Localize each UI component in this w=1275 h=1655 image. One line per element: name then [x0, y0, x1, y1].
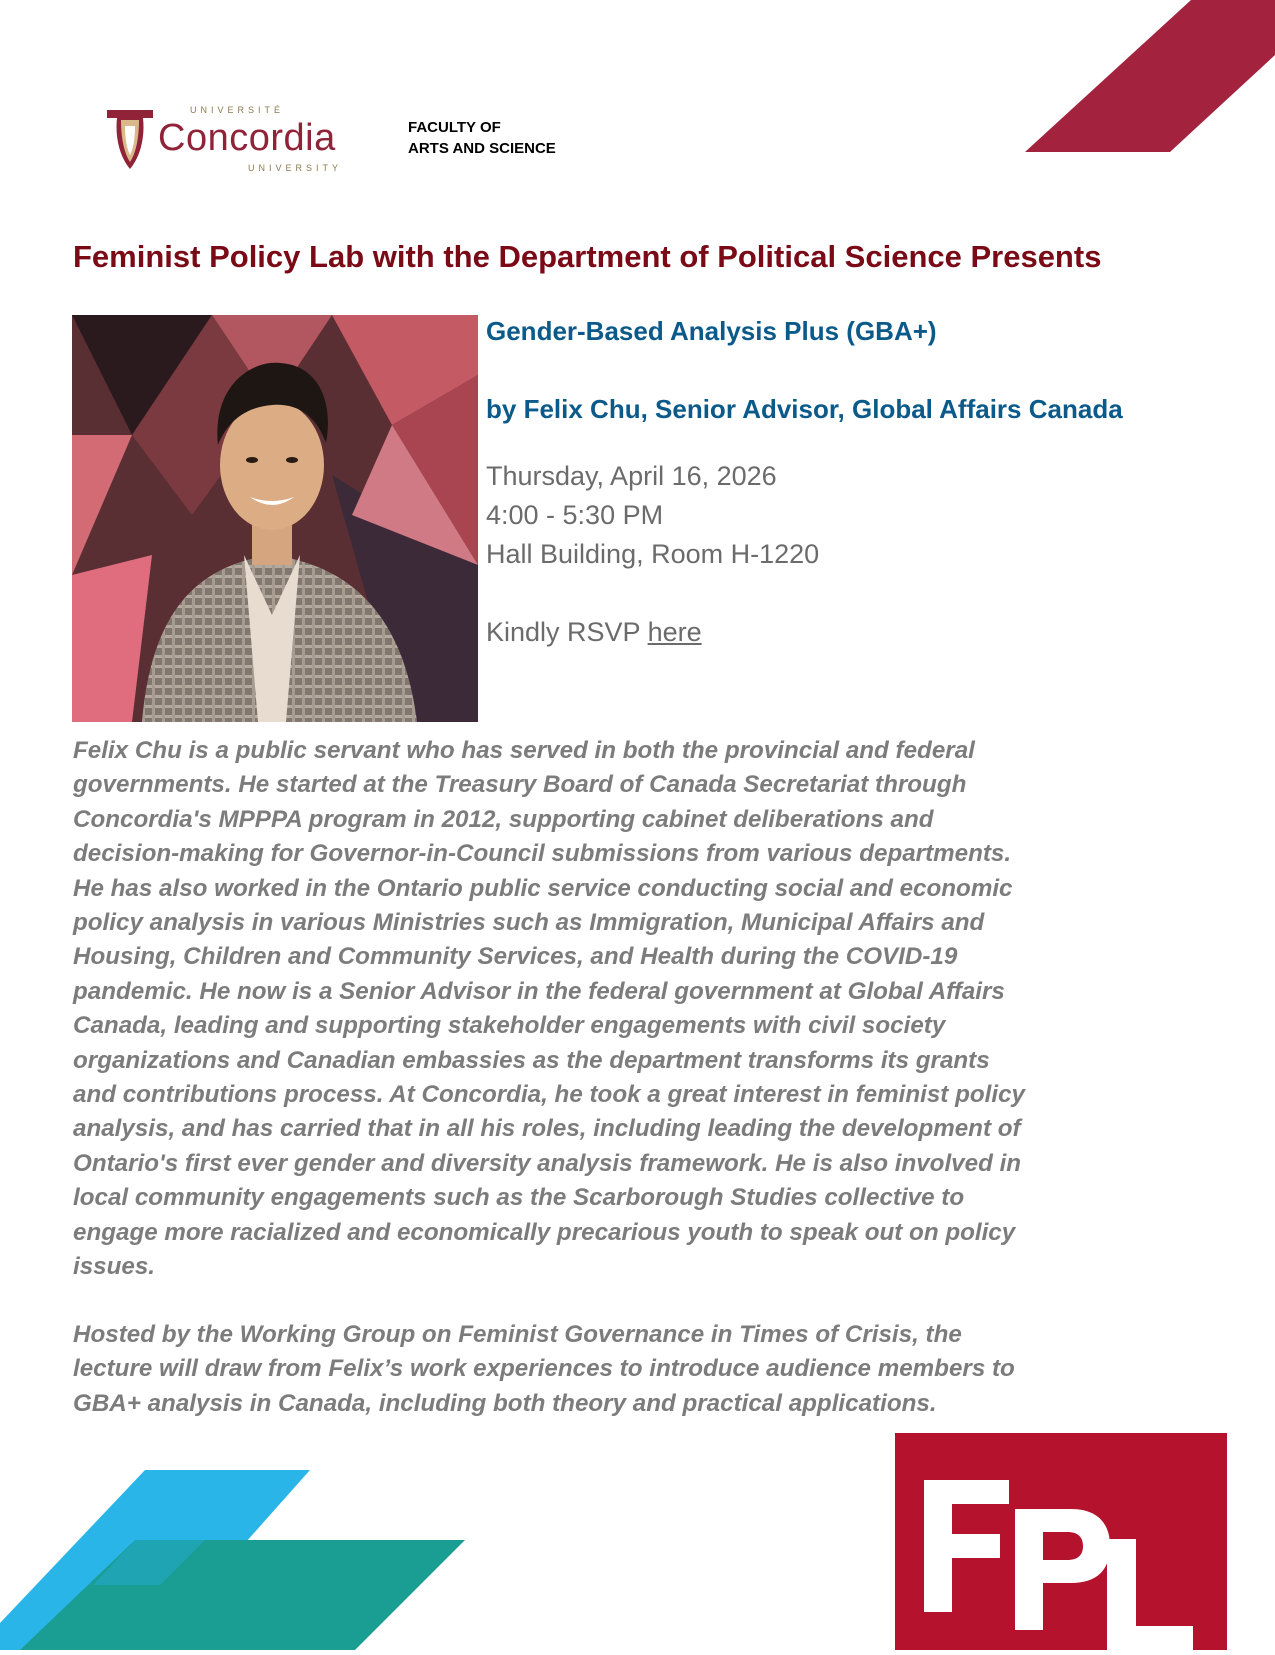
event-speaker: by Felix Chu, Senior Advisor, Global Affairs Canada	[486, 394, 1123, 424]
hosted-line: GBA+ analysis in Canada, including both theory and practical applications.	[73, 1389, 937, 1417]
event-location: Hall Building, Room H-1220	[486, 539, 820, 569]
bio-line: issues.	[73, 1253, 156, 1281]
hosted-line: Hosted by the Working Group on Feminist Governance in Times of Crisis, the	[73, 1321, 962, 1348]
bio-line: and contributions process. At Concordia, he took a great interest in feminist policy	[73, 1081, 1025, 1109]
event-time: 4:00 - 5:30 PM	[486, 500, 664, 530]
bio-line: decision-making for Governor-in-Council submissions from various departments.	[73, 840, 1012, 868]
concordia-logo	[105, 104, 375, 176]
hosted-paragraph	[73, 1318, 1223, 1421]
faculty-line-1: FACULTY OF	[408, 119, 501, 136]
bio-line: analysis, and has carried that in all his roles, including leading the development of	[73, 1115, 1021, 1143]
bio-line: policy analysis in various Ministries such as Immigration, Municipal Affairs and	[73, 909, 985, 937]
page-title: Feminist Policy Lab with the Department of Political Science Presents	[73, 239, 1102, 274]
speaker-photo	[72, 315, 478, 722]
faculty-label	[408, 117, 556, 159]
bio-line: organizations and Canadian embassies as the department transforms its grants	[73, 1046, 990, 1074]
logo-universite-text: UNIVERSITÉ	[190, 105, 285, 115]
fpl-logo	[895, 1420, 1227, 1650]
bio-line: Canada, leading and supporting stakeholder engagements with civil society	[73, 1012, 946, 1040]
bio-line: He has also worked in the Ontario public service conducting social and economic	[73, 874, 1013, 902]
rsvp-prefix: Kindly RSVP	[486, 617, 648, 647]
rsvp-link[interactable]: here	[647, 617, 702, 647]
bottom-left-decoration	[0, 1465, 470, 1650]
fpl-text: FPL	[895, 1420, 925, 1437]
speaker-bio	[73, 734, 1223, 1285]
hosted-line: lecture will draw from Felix’s work experiences to introduce audience members to	[73, 1355, 1015, 1383]
bio-line: Concordia's MPPPA program in 2012, supporting cabinet deliberations and	[73, 805, 934, 833]
bio-line: pandemic. He now is a Senior Advisor in the federal government at Global Affairs	[73, 977, 1005, 1005]
bio-line: governments. He started at the Treasury Board of Canada Secretariat through	[73, 771, 967, 799]
concordia-shield-icon	[105, 106, 155, 172]
bio-line: engage more racialized and economically precarious youth to speak out on policy	[73, 1218, 1016, 1246]
bio-line: Housing, Children and Community Services, and Health during the COVID-19	[73, 943, 958, 971]
rsvp-line	[486, 617, 702, 648]
bio-line: Ontario's first ever gender and diversity analysis framework. He is also involved in	[73, 1149, 1022, 1177]
event-date: Thursday, April 16, 2026	[486, 461, 777, 491]
top-right-decoration	[1025, 0, 1275, 155]
faculty-line-2: ARTS AND SCIENCE	[408, 140, 556, 157]
logo-wordmark: Concordia	[158, 117, 336, 159]
speaker-photo-image	[72, 315, 478, 722]
event-title: Gender-Based Analysis Plus (GBA+)	[486, 316, 937, 346]
bio-line: Felix Chu is a public servant who has served in both the provincial and federal	[73, 737, 975, 764]
bio-line: local community engagements such as the Scarborough Studies collective to	[73, 1184, 965, 1212]
logo-university-text: UNIVERSITY	[248, 163, 343, 173]
fpl-logo-mark	[895, 1420, 1227, 1650]
